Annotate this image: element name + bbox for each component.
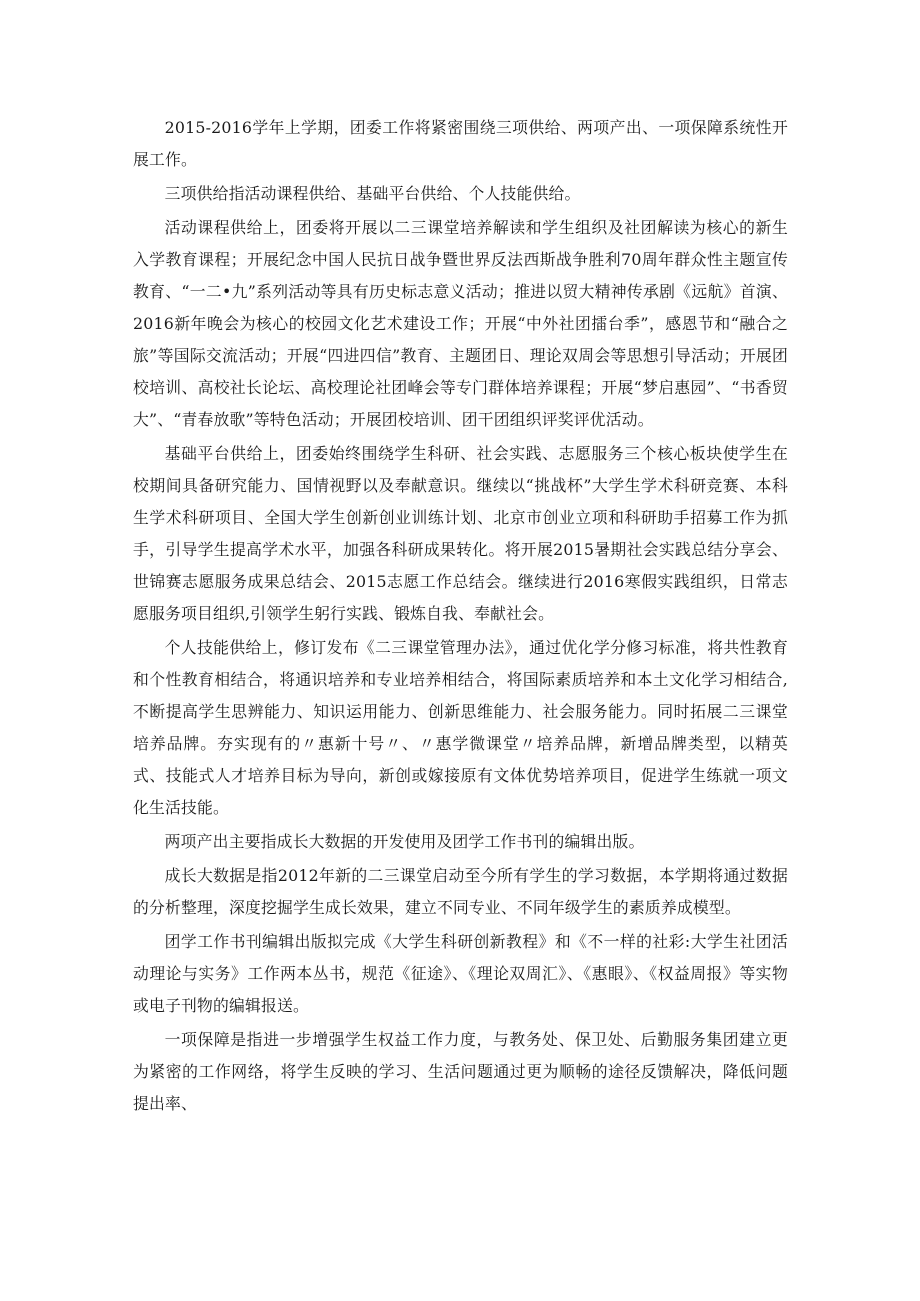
paragraph-intro: 2015-2016学年上学期，团委工作将紧密围绕三项供给、两项产出、一项保障系统性开展工作。 (133, 118, 788, 169)
paragraph-two-outputs: 两项产出主要指成长大数据的开发使用及团学工作书刊的编辑出版。 (164, 832, 645, 851)
paragraph-activity-courses: 活动课程供给上，团委将开展以二三课堂培养解读和学生组织及社团解读为核心的新生入学教育课程；开展纪念中国人民抗日战争暨世界反法西斯战争胜利70周年群众性主题宣传教育、“一二•九”系列活动等具有历史标志意义活动；推进以贸大精神传承剧《远航》首演、2016新年晚会为核心的校园文化艺术建设工作；开展“中外社团擂台季”，感恩节和“融合之旅”等国际交流活动；开展“四进四信”教育、主题团日、理论双周会等思想引导活动；开展团校培训、高校社长论坛、高校理论社团峰会等专门群体培养课程；开展“梦启惠园”、“书香贸大”、“青春放歌”等特色活动；开展团校培训、团干团组织评奖评优活动。 (133, 218, 788, 429)
paragraph-one-guarantee: 一项保障是指进一步增强学生权益工作力度，与教务处、保卫处、后勤服务集团建立更为紧密的工作网络，将学生反映的学习、生活问题通过更为顺畅的途径反馈解决，降低问题提出率、 (133, 1030, 788, 1113)
paragraph-personal-skills: 个人技能供给上，修订发布《二三课堂管理办法》，通过优化学分修习标准，将共性教育和个性教育相结合，将通识培养和专业培养相结合，将国际素质培养和本土文化学习相结合,不断提高学生思辨能力、知识运用能力、创新思维能力、社会服务能力。同时拓展二三课堂培养品牌。夯实现有的〃惠新十号〃、〃惠学微课堂〃培养品牌，新增品牌类型，以精英式、技能式人才培养目标为导向，新创或嫁接原有文体优势培养项目，促进学生练就一项文化生活技能。 (133, 638, 788, 817)
paragraph-publications: 团学工作书刊编辑出版拟完成《大学生科研创新教程》和《不一样的社彩:大学生社团活动理论与实务》工作两本丛书，规范《征途》、《理论双周汇》、《惠眼》、《权益周报》等实物或电子刊物的编辑报送。 (133, 932, 788, 1015)
paragraph-three-supplies: 三项供给指活动课程供给、基础平台供给、个人技能供给。 (164, 184, 581, 203)
paragraph-growth-big-data: 成长大数据是指2012年新的二三课堂启动至今所有学生的学习数据，本学期将通过数据的分析整理，深度挖掘学生成长效果，建立不同专业、不同年级学生的素质养成模型。 (133, 866, 788, 917)
document-body (133, 112, 788, 1120)
paragraph-basic-platform: 基础平台供给上，团委始终围绕学生科研、社会实践、志愿服务三个核心板块使学生在校期间具备研究能力、国情视野以及奉献意识。继续以“挑战杯”大学生学术科研竞赛、本科生学术科研项目、全国大学生创新创业训练计划、北京市创业立项和科研助手招募工作为抓手，引导学生提高学术水平，加强各科研成果转化。将开展2015暑期社会实践总结分享会、世锦赛志愿服务成果总结会、2015志愿工作总结会。继续进行2016寒假实践组织，日常志愿服务项目组织,引领学生躬行实践、锻炼自我、奉献社会。 (133, 444, 788, 623)
